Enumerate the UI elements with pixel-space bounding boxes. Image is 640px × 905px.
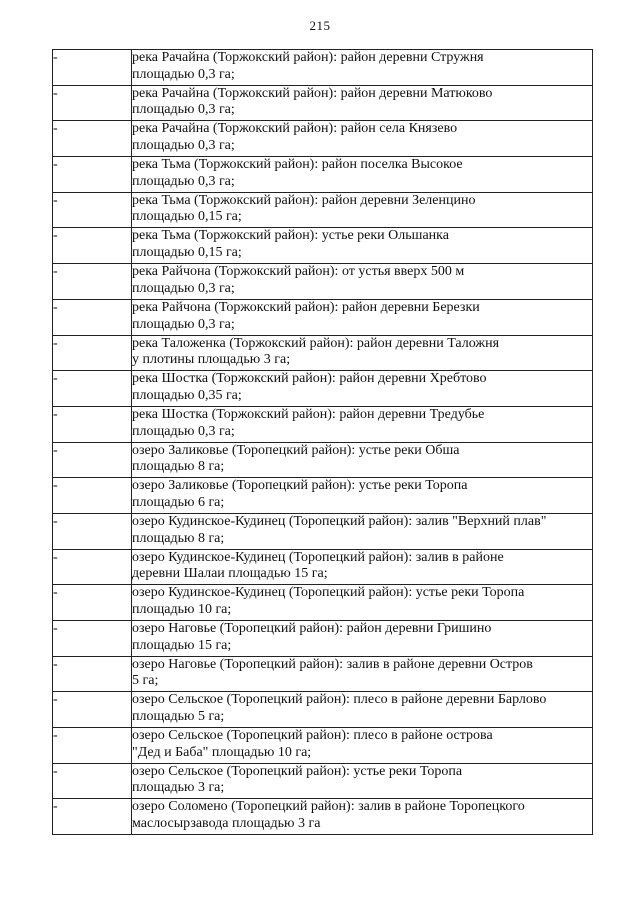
row-description bbox=[132, 478, 593, 514]
table-row bbox=[53, 728, 593, 764]
description-line-2: площадью 0,3 га; bbox=[132, 138, 235, 154]
row-description bbox=[132, 763, 593, 799]
row-description bbox=[132, 549, 593, 585]
row-description bbox=[132, 335, 593, 371]
table-row bbox=[53, 157, 593, 193]
row-marker: - bbox=[53, 549, 132, 585]
description-line-2: площадью 0,3 га; bbox=[132, 423, 235, 439]
row-description bbox=[132, 192, 593, 228]
description-line-2: 5 га; bbox=[132, 673, 159, 689]
row-description bbox=[132, 50, 593, 86]
row-description bbox=[132, 85, 593, 121]
row-marker: - bbox=[53, 406, 132, 442]
description-line-1: озеро Наговье (Торопецкий район): залив в районе деревни Остров bbox=[132, 656, 533, 672]
table-row bbox=[53, 799, 593, 835]
description-line-1: озеро Заликовье (Торопецкий район): устье реки Торопа bbox=[132, 478, 468, 494]
description-line-2: деревни Шалаи площадью 15 га; bbox=[132, 566, 328, 582]
table-row bbox=[53, 335, 593, 371]
description-line-2: площадью 0,3 га; bbox=[132, 66, 235, 82]
row-marker: - bbox=[53, 299, 132, 335]
description-line-2: маслосырзавода площадью 3 га bbox=[132, 816, 321, 832]
description-line-2: площадью 5 га; bbox=[132, 709, 225, 725]
description-line-1: река Шостка (Торжокский район): район деревни Тредубье bbox=[132, 406, 485, 422]
table-body bbox=[53, 50, 593, 835]
description-line-1: озеро Кудинское-Кудинец (Торопецкий район): устье реки Торопа bbox=[132, 585, 525, 601]
description-line-1: река Райчона (Торжокский район): от устья вверх 500 м bbox=[132, 264, 465, 280]
row-marker: - bbox=[53, 371, 132, 407]
row-description bbox=[132, 371, 593, 407]
row-marker: - bbox=[53, 192, 132, 228]
row-marker: - bbox=[53, 157, 132, 193]
row-marker: - bbox=[53, 763, 132, 799]
row-marker: - bbox=[53, 50, 132, 86]
row-marker: - bbox=[53, 264, 132, 300]
description-line-2: площадью 0,3 га; bbox=[132, 102, 235, 118]
description-line-1: река Тьма (Торжокский район): район поселка Высокое bbox=[132, 157, 463, 173]
description-line-1: озеро Сельское (Торопецкий район): плесо в районе деревни Барлово bbox=[132, 692, 547, 708]
description-line-2: у плотины площадью 3 га; bbox=[132, 352, 291, 368]
description-line-1: озеро Заликовье (Торопецкий район): устье реки Обша bbox=[132, 442, 460, 458]
row-description bbox=[132, 728, 593, 764]
description-line-1: река Рачайна (Торжокский район): район деревни Матюково bbox=[132, 85, 493, 101]
description-line-2: площадью 8 га; bbox=[132, 459, 225, 475]
description-line-1: река Райчона (Торжокский район): район деревни Березки bbox=[132, 299, 480, 315]
row-description bbox=[132, 121, 593, 157]
table-row bbox=[53, 656, 593, 692]
description-line-2: площадью 0,15 га; bbox=[132, 245, 242, 261]
row-description bbox=[132, 621, 593, 657]
description-line-1: река Тьма (Торжокский район): район деревни Зеленцино bbox=[132, 192, 476, 208]
row-marker: - bbox=[53, 656, 132, 692]
description-line-2: площадью 0,15 га; bbox=[132, 209, 242, 225]
description-line-2: площадью 3 га; bbox=[132, 780, 225, 796]
row-marker: - bbox=[53, 513, 132, 549]
row-marker: - bbox=[53, 121, 132, 157]
row-marker: - bbox=[53, 478, 132, 514]
row-description bbox=[132, 264, 593, 300]
description-line-1: озеро Сельское (Торопецкий район): плесо в районе острова bbox=[132, 728, 493, 744]
table-row bbox=[53, 763, 593, 799]
row-marker: - bbox=[53, 728, 132, 764]
row-marker: - bbox=[53, 621, 132, 657]
description-line-1: река Тьма (Торжокский район): устье реки Ольшанка bbox=[132, 228, 449, 244]
table-row bbox=[53, 264, 593, 300]
row-marker: - bbox=[53, 585, 132, 621]
table-row bbox=[53, 85, 593, 121]
description-line-2: площадью 6 га; bbox=[132, 494, 225, 510]
table-row bbox=[53, 121, 593, 157]
row-marker: - bbox=[53, 85, 132, 121]
table-row bbox=[53, 406, 593, 442]
table-row bbox=[53, 192, 593, 228]
row-description bbox=[132, 299, 593, 335]
row-marker: - bbox=[53, 692, 132, 728]
row-marker: - bbox=[53, 335, 132, 371]
row-description bbox=[132, 513, 593, 549]
page-number: 215 bbox=[309, 18, 331, 33]
table-row bbox=[53, 478, 593, 514]
table-row bbox=[53, 585, 593, 621]
row-description bbox=[132, 442, 593, 478]
description-line-1: река Шостка (Торжокский район): район деревни Хребтово bbox=[132, 371, 487, 387]
row-marker: - bbox=[53, 442, 132, 478]
table-row bbox=[53, 513, 593, 549]
description-line-2: площадью 10 га; bbox=[132, 602, 232, 618]
table-row bbox=[53, 50, 593, 86]
description-line-2: площадью 8 га; bbox=[132, 530, 225, 546]
description-line-1: озеро Наговье (Торопецкий район): район деревни Гришино bbox=[132, 621, 492, 636]
row-marker: - bbox=[53, 799, 132, 835]
description-line-1: озеро Сельское (Торопецкий район): устье реки Торопа bbox=[132, 763, 463, 779]
description-line-1: озеро Кудинское-Кудинец (Торопецкий район): залив в районе bbox=[132, 549, 504, 565]
description-line-1: озеро Соломено (Торопецкий район): залив в районе Торопецкого bbox=[132, 799, 525, 815]
row-description bbox=[132, 799, 593, 835]
table-row bbox=[53, 621, 593, 657]
row-description bbox=[132, 228, 593, 264]
description-line-2: площадью 0,3 га; bbox=[132, 316, 235, 332]
row-description bbox=[132, 406, 593, 442]
description-line-1: озеро Кудинское-Кудинец (Торопецкий район): залив "Верхний плав" bbox=[132, 513, 547, 529]
row-description bbox=[132, 157, 593, 193]
description-line-1: река Рачайна (Торжокский район): район села Князево bbox=[132, 121, 458, 137]
description-line-1: река Таложенка (Торжокский район): район деревни Таложня bbox=[132, 335, 500, 351]
row-description bbox=[132, 585, 593, 621]
table-row bbox=[53, 299, 593, 335]
description-line-2: площадью 15 га; bbox=[132, 637, 232, 653]
table-row bbox=[53, 549, 593, 585]
row-description bbox=[132, 656, 593, 692]
table-row bbox=[53, 371, 593, 407]
table-row bbox=[53, 228, 593, 264]
fishing-areas-table bbox=[52, 49, 593, 835]
row-description bbox=[132, 692, 593, 728]
description-line-2: площадью 0,3 га; bbox=[132, 173, 235, 189]
description-line-2: "Дед и Баба" площадью 10 га; bbox=[132, 744, 312, 760]
description-line-2: площадью 0,3 га; bbox=[132, 280, 235, 296]
table-row bbox=[53, 442, 593, 478]
row-marker: - bbox=[53, 228, 132, 264]
table-row bbox=[53, 692, 593, 728]
description-line-2: площадью 0,35 га; bbox=[132, 387, 242, 403]
description-line-1: река Рачайна (Торжокский район): район деревни Стружня bbox=[132, 50, 484, 65]
